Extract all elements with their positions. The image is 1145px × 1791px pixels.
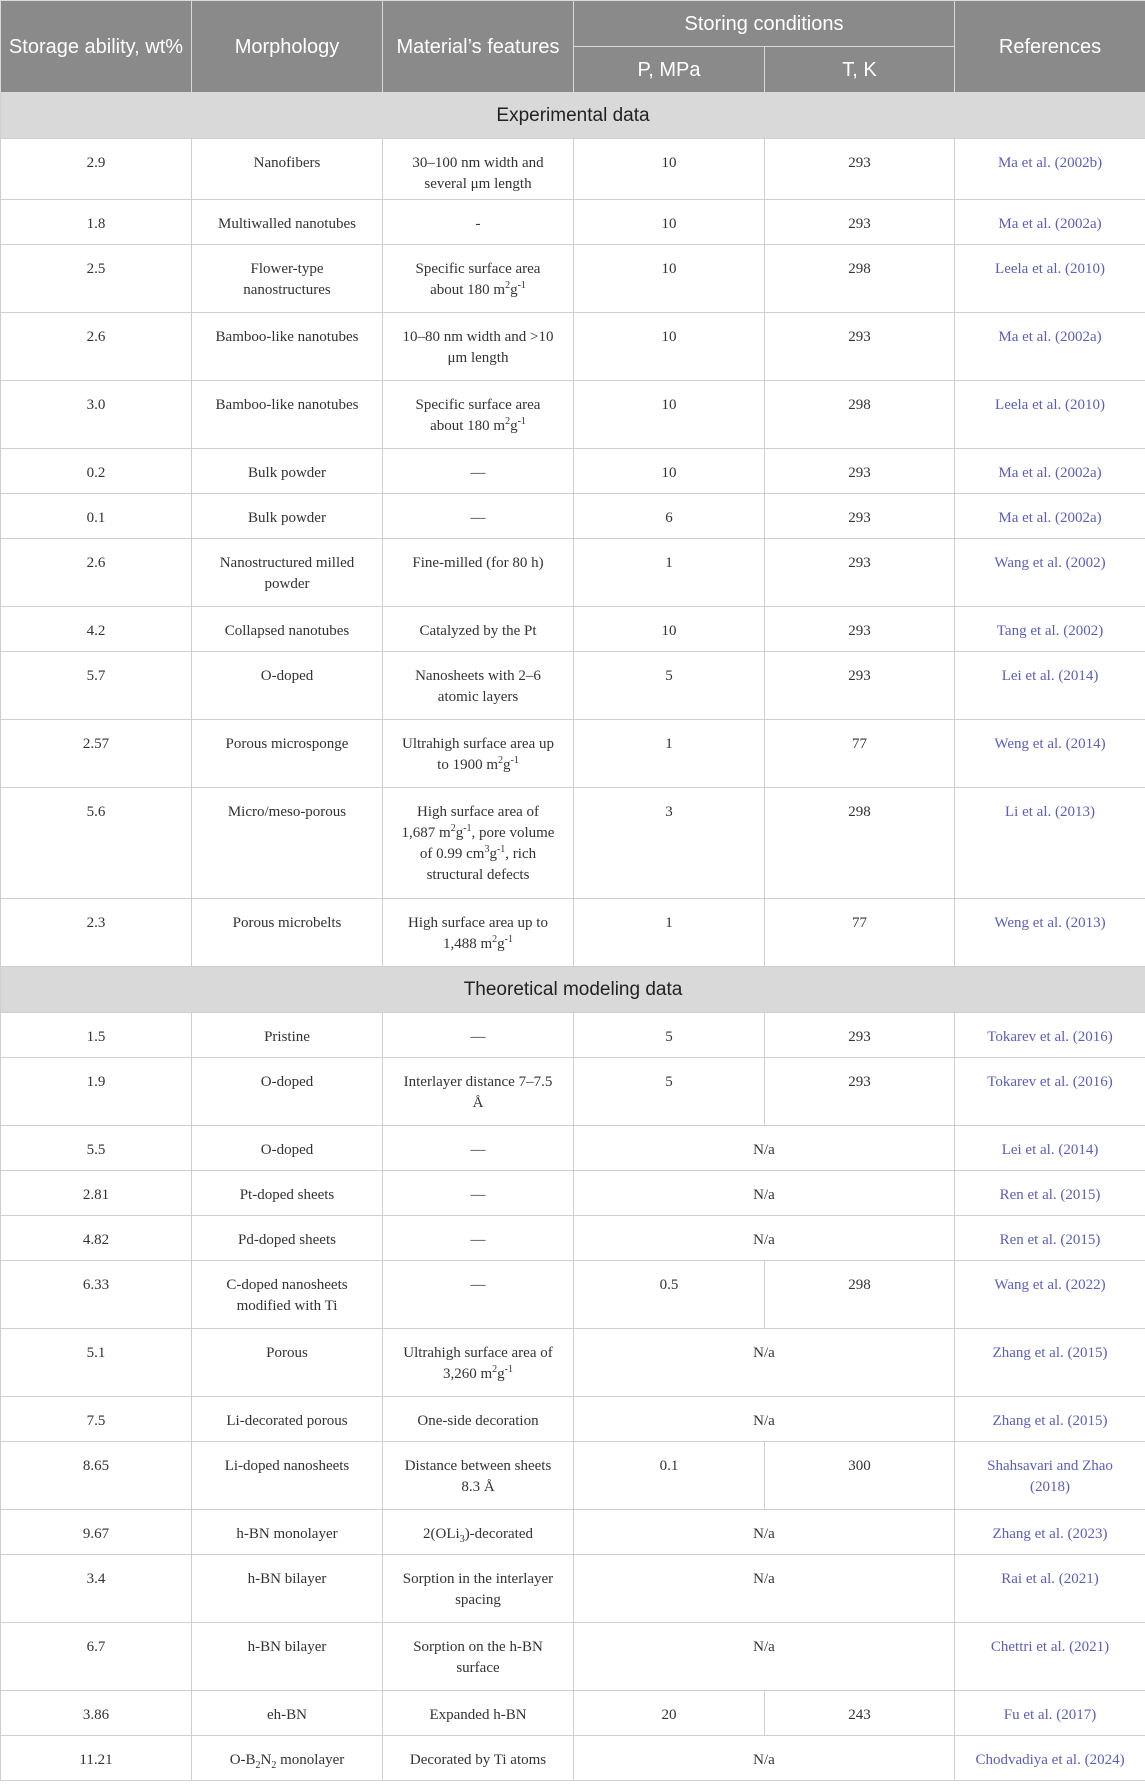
conditions-na-cell: N/a [574,1623,955,1691]
section-row-experimental [1,93,1145,139]
conditions-na-cell: N/a [574,1736,955,1781]
features-cell: Sorption on the h-BN surface [383,1623,574,1691]
header-pressure: P, MPa [574,47,765,93]
morphology-cell: Nanostructured milled powder [192,539,383,607]
reference-link[interactable]: Shahsavari and Zhao (2018) [955,1442,1145,1510]
features-cell: Decorated by Ti atoms [383,1736,574,1781]
table-row [1,1058,1145,1126]
reference-link[interactable]: Zhang et al. (2015) [955,1329,1145,1397]
conditions-na-cell: N/a [574,1126,955,1171]
storage-cell: 11.21 [1,1736,192,1781]
morphology-cell: O-doped [192,1058,383,1126]
storage-cell: 1.9 [1,1058,192,1126]
temperature-cell: 293 [765,1013,955,1058]
table-row [1,1013,1145,1058]
pressure-cell: 20 [574,1691,765,1736]
features-cell: Ultrahigh surface area of 3,260 $m^2g^{-1}$ [383,1329,574,1397]
morphology-cell: Pristine [192,1013,383,1058]
temperature-cell: 293 [765,200,955,245]
temperature-cell: 298 [765,381,955,449]
pressure-cell: 10 [574,381,765,449]
reference-link[interactable]: Ma et al. (2002a) [955,449,1145,494]
morphology-cell: Flower-type nanostructures [192,245,383,313]
temperature-cell: 293 [765,652,955,720]
storage-cell: 5.7 [1,652,192,720]
conditions-na-cell: N/a [574,1397,955,1442]
storage-cell: 2.9 [1,139,192,200]
reference-link[interactable]: Leela et al. (2010) [955,245,1145,313]
table-row [1,200,1145,245]
section-title-theoretical: Theoretical modeling data [1,967,1145,1013]
table-row [1,539,1145,607]
pressure-cell: 1 [574,899,765,967]
header-temperature: T, K [765,47,955,93]
morphology-cell: Bamboo-like nanotubes [192,313,383,381]
table-row [1,139,1145,200]
reference-link[interactable]: Tokarev et al. (2016) [955,1058,1145,1126]
pressure-cell: 10 [574,245,765,313]
morphology-cell: $O-B_2N_2$ monolayer [192,1736,383,1781]
temperature-cell: 293 [765,1058,955,1126]
morphology-cell: Porous microbelts [192,899,383,967]
storage-cell: 2.81 [1,1171,192,1216]
features-cell: Nanosheets with 2–6 atomic layers [383,652,574,720]
reference-link[interactable]: Chettri et al. (2021) [955,1623,1145,1691]
conditions-na-cell: N/a [574,1216,955,1261]
table-row [1,1555,1145,1623]
header-storage: Storage ability, wt% [1,1,192,93]
features-cell: Ultrahigh surface area up to 1900 $m^2g^{-1}$ [383,720,574,788]
features-cell: — [383,1126,574,1171]
conditions-na-cell: N/a [574,1510,955,1555]
storage-cell: 3.0 [1,381,192,449]
temperature-cell: 77 [765,899,955,967]
temperature-cell: 293 [765,449,955,494]
temperature-cell: 293 [765,539,955,607]
morphology-cell: h-BN monolayer [192,1510,383,1555]
reference-link[interactable]: Ma et al. (2002b) [955,139,1145,200]
pressure-cell: 10 [574,449,765,494]
features-cell: High surface area up to 1,488 $m^2g^{-1}$ [383,899,574,967]
morphology-cell: O-doped [192,652,383,720]
table-row [1,1216,1145,1261]
reference-link[interactable]: Lei et al. (2014) [955,1126,1145,1171]
table-row [1,652,1145,720]
storage-cell: 0.2 [1,449,192,494]
morphology-cell: Pd-doped sheets [192,1216,383,1261]
reference-link[interactable]: Ma et al. (2002a) [955,494,1145,539]
table-row [1,899,1145,967]
table-row [1,245,1145,313]
table-row [1,1397,1145,1442]
morphology-cell: eh-BN [192,1691,383,1736]
features-cell: 2(OLi$_3$)-decorated [383,1510,574,1555]
table-row [1,1691,1145,1736]
table-row [1,494,1145,539]
features-cell: 10–80 nm width and >10 μm length [383,313,574,381]
storage-cell: 5.6 [1,788,192,899]
pressure-cell: 5 [574,1013,765,1058]
features-cell: Expanded h-BN [383,1691,574,1736]
features-cell: Interlayer distance 7–7.5 Å [383,1058,574,1126]
morphology-cell: Li-decorated porous [192,1397,383,1442]
table-row [1,1171,1145,1216]
pressure-cell: 1 [574,539,765,607]
morphology-cell: Bulk powder [192,494,383,539]
storage-cell: 6.33 [1,1261,192,1329]
table-row [1,1329,1145,1397]
features-cell: — [383,1216,574,1261]
table-row [1,1126,1145,1171]
table-row [1,1510,1145,1555]
morphology-cell: h-BN bilayer [192,1623,383,1691]
pressure-cell: 10 [574,313,765,381]
reference-link[interactable]: Weng et al. (2014) [955,720,1145,788]
morphology-cell: Pt-doped sheets [192,1171,383,1216]
temperature-cell: 298 [765,245,955,313]
storage-cell: 2.6 [1,313,192,381]
storage-cell: 8.65 [1,1442,192,1510]
pressure-cell: 0.5 [574,1261,765,1329]
header-row [1,1,1145,47]
temperature-cell: 293 [765,607,955,652]
pressure-cell: 0.1 [574,1442,765,1510]
table-row [1,449,1145,494]
pressure-cell: 10 [574,607,765,652]
table-row [1,788,1145,899]
morphology-cell: h-BN bilayer [192,1555,383,1623]
features-cell: Fine-milled (for 80 h) [383,539,574,607]
storage-cell: 5.1 [1,1329,192,1397]
table-row [1,1261,1145,1329]
reference-link[interactable]: Weng et al. (2013) [955,899,1145,967]
storage-cell: 2.6 [1,539,192,607]
morphology-cell: Collapsed nanotubes [192,607,383,652]
reference-link[interactable]: Rai et al. (2021) [955,1555,1145,1623]
features-cell: Specific surface area about 180 $m^2g^{-1}$ [383,245,574,313]
conditions-na-cell: N/a [574,1329,955,1397]
features-cell: Sorption in the interlayer spacing [383,1555,574,1623]
storage-cell: 2.3 [1,899,192,967]
storage-cell: 4.2 [1,607,192,652]
storage-cell: 2.57 [1,720,192,788]
reference-link[interactable]: Lei et al. (2014) [955,652,1145,720]
reference-link[interactable]: Tokarev et al. (2016) [955,1013,1145,1058]
storage-cell: 3.4 [1,1555,192,1623]
temperature-cell: 300 [765,1442,955,1510]
temperature-cell: 298 [765,788,955,899]
storage-cell: 6.7 [1,1623,192,1691]
temperature-cell: 293 [765,139,955,200]
header-morphology: Morphology [192,1,383,93]
section-row-theoretical [1,967,1145,1013]
table-row [1,313,1145,381]
features-cell: Specific surface area about 180 $m^2g^{-1}$ [383,381,574,449]
morphology-cell: Nanofibers [192,139,383,200]
temperature-cell: 77 [765,720,955,788]
pressure-cell: 10 [574,139,765,200]
reference-link[interactable]: Ma et al. (2002a) [955,200,1145,245]
storage-cell: 7.5 [1,1397,192,1442]
morphology-cell: Micro/meso-porous [192,788,383,899]
conditions-na-cell: N/a [574,1171,955,1216]
table-row [1,607,1145,652]
morphology-cell: Bamboo-like nanotubes [192,381,383,449]
header-conditions: Storing conditions [574,1,955,47]
temperature-cell: 293 [765,494,955,539]
storage-cell: 9.67 [1,1510,192,1555]
storage-cell: 1.8 [1,200,192,245]
conditions-na-cell: N/a [574,1555,955,1623]
table-row [1,381,1145,449]
storage-cell: 3.86 [1,1691,192,1736]
features-cell: High surface area of 1,687 $m^2g^{-1}$, pore volume of 0.99 $cm^3g^{-1}$, rich structural defects [383,788,574,899]
pressure-cell: 5 [574,1058,765,1126]
reference-link[interactable]: Zhang et al. (2023) [955,1510,1145,1555]
storage-cell: 1.5 [1,1013,192,1058]
pressure-cell: 10 [574,200,765,245]
features-cell: — [383,1261,574,1329]
morphology-cell: Multiwalled nanotubes [192,200,383,245]
pressure-cell: 3 [574,788,765,899]
morphology-cell: O-doped [192,1126,383,1171]
features-cell: — [383,494,574,539]
morphology-cell: Bulk powder [192,449,383,494]
reference-link[interactable]: Fu et al. (2017) [955,1691,1145,1736]
table-row [1,720,1145,788]
storage-cell: 5.5 [1,1126,192,1171]
features-cell: Catalyzed by the Pt [383,607,574,652]
section-title-experimental: Experimental data [1,93,1145,139]
reference-link[interactable]: Li et al. (2013) [955,788,1145,899]
storage-cell: 0.1 [1,494,192,539]
reference-link[interactable]: Ren et al. (2015) [955,1171,1145,1216]
reference-link[interactable]: Ren et al. (2015) [955,1216,1145,1261]
reference-link[interactable]: Wang et al. (2002) [955,539,1145,607]
features-cell: 30–100 nm width and several μm length [383,139,574,200]
morphology-cell: C-doped nanosheets modified with Ti [192,1261,383,1329]
reference-link[interactable]: Wang et al. (2022) [955,1261,1145,1329]
features-cell: — [383,1013,574,1058]
temperature-cell: 298 [765,1261,955,1329]
features-cell: One-side decoration [383,1397,574,1442]
pressure-cell: 1 [574,720,765,788]
temperature-cell: 243 [765,1691,955,1736]
reference-link[interactable]: Leela et al. (2010) [955,381,1145,449]
reference-link[interactable]: Chodvadiya et al. (2024) [955,1736,1145,1781]
features-cell: Distance between sheets 8.3 Å [383,1442,574,1510]
table-row [1,1442,1145,1510]
features-cell: — [383,449,574,494]
header-features: Material’s features [383,1,574,93]
morphology-cell: Porous [192,1329,383,1397]
reference-link[interactable]: Tang et al. (2002) [955,607,1145,652]
header-references: References [955,1,1145,93]
pressure-cell: 6 [574,494,765,539]
storage-cell: 4.82 [1,1216,192,1261]
table-row [1,1736,1145,1781]
pressure-cell: 5 [574,652,765,720]
morphology-cell: Porous microsponge [192,720,383,788]
morphology-cell: Li-doped nanosheets [192,1442,383,1510]
table-row [1,1623,1145,1691]
reference-link[interactable]: Zhang et al. (2015) [955,1397,1145,1442]
reference-link[interactable]: Ma et al. (2002a) [955,313,1145,381]
features-cell: - [383,200,574,245]
temperature-cell: 293 [765,313,955,381]
storage-cell: 2.5 [1,245,192,313]
features-cell: — [383,1171,574,1216]
